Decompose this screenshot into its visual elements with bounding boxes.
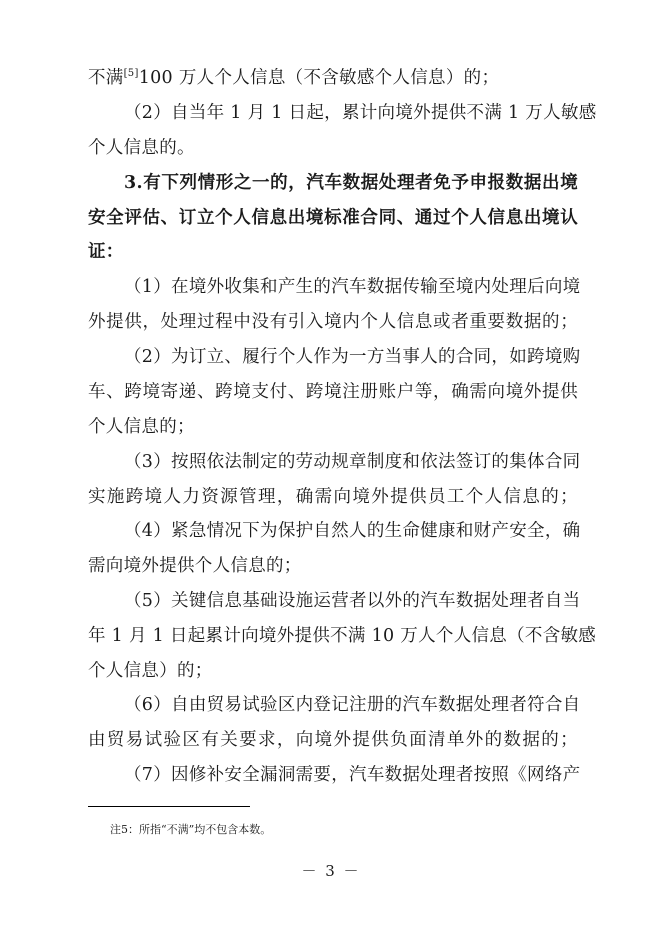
section-heading-line-3: 证：: [88, 242, 124, 262]
footnote-reference: [5]: [123, 68, 139, 80]
text-line-16: （5）关键信息基础设施运营者以外的汽车数据处理者自当: [124, 591, 581, 611]
text-line-12: （3）按照依法制定的劳动规章制度和依法签订的集体合同: [124, 452, 581, 472]
text-line-18: 个人信息）的；: [88, 661, 213, 681]
text-line-2: （2）自当年 1 月 1 日起，累计向境外提供不满 1 万人敏感: [124, 103, 597, 123]
section-heading-line-1: 3.有下列情形之一的，汽车数据处理者免予申报数据出境: [124, 173, 578, 193]
text-line-9: （2）为订立、履行个人作为一方当事人的合同，如跨境购: [124, 347, 581, 367]
text-line-14: （4）紧急情况下为保护自然人的生命健康和财产安全，确: [124, 521, 581, 541]
text-line-21: （7）因修补安全漏洞需要，汽车数据处理者按照《网络产: [124, 765, 581, 785]
text-line-19: （6）自由贸易试验区内登记注册的汽车数据处理者符合自: [124, 695, 581, 715]
footnote-divider: [88, 806, 250, 807]
text-line-1-pre: 不满: [88, 68, 124, 88]
text-line-11: 个人信息的；: [88, 417, 195, 437]
text-line-8: 外提供，处理过程中没有引入境内个人信息或者重要数据的；: [88, 312, 578, 332]
section-heading-line-2: 安全评估、订立个人信息出境标准合同、通过个人信息出境认: [88, 208, 578, 228]
page-number: － 3 －: [301, 862, 361, 880]
text-line-3: 个人信息的。: [88, 138, 195, 158]
text-line-1-post: 100 万人个人信息（不含敏感个人信息）的；: [138, 68, 500, 88]
text-line-1: [88, 66, 578, 90]
text-line-15: 需向境外提供个人信息的；: [88, 556, 302, 576]
text-line-10: 车、跨境寄递、跨境支付、跨境注册账户等，确需向境外提供: [88, 382, 578, 402]
text-line-7: （1）在境外收集和产生的汽车数据传输至境内处理后向境: [124, 277, 581, 297]
text-line-13: 实施跨境人力资源管理，确需向境外提供员工个人信息的；: [88, 487, 578, 507]
footnote-text: 注5：所指“不满”均不包含本数。: [110, 823, 272, 836]
text-line-20: 由贸易试验区有关要求，向境外提供负面清单外的数据的；: [88, 730, 578, 750]
text-line-17: 年 1 月 1 日起累计向境外提供不满 10 万人个人信息（不含敏感: [88, 626, 597, 646]
